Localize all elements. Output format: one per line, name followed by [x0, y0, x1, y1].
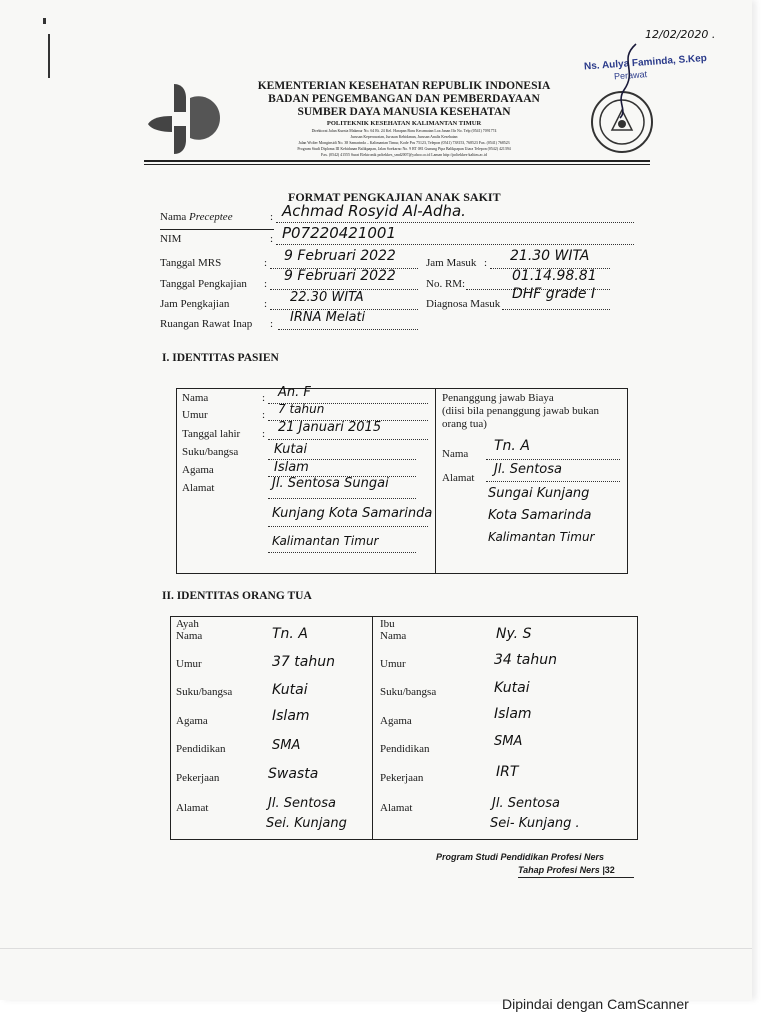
- camscanner-watermark: Dipindai dengan CamScanner: [502, 996, 689, 1012]
- footer-program: Program Studi Pendidikan Profesi Ners: [436, 852, 605, 862]
- kemenkes-logo: [144, 82, 226, 156]
- colon: :: [264, 298, 268, 310]
- letterhead-address-3: Jalan Wolter Monginsidi No. 38 Samarinda – Kalimantan Timur, Kode Pos 75123, Telepon (0541) 738153, 768523 Fax. (0541) 768523: [298, 141, 510, 145]
- parents-box-divider: [372, 616, 373, 840]
- patient-address-line-3: Kalimantan Timur: [272, 534, 379, 548]
- top-date: 12/02/2020 .: [645, 28, 716, 41]
- letterhead-agency: BADAN PENGEMBANGAN DAN PEMBERDAYAAN: [268, 93, 540, 105]
- preceptee-label: Nama Preceptee: [160, 211, 233, 223]
- father-education: SMA: [272, 738, 301, 753]
- father-ethnic-label: Suku/bangsa: [176, 686, 233, 698]
- footer-underline: [518, 877, 634, 878]
- colon: :: [262, 409, 266, 421]
- diagnosa-value: DHF grade I: [512, 286, 596, 302]
- pj-address-line-1: Jl. Sentosa: [494, 462, 562, 477]
- jam-masuk-label: Jam Masuk: [426, 257, 477, 269]
- mother-title: Ibu: [380, 618, 395, 630]
- father-address-label: Alamat: [176, 802, 209, 814]
- margin-mark: [48, 34, 50, 78]
- father-age: 37 tahun: [272, 654, 335, 670]
- father-address-2: Sei. Kunjang: [266, 816, 347, 831]
- letterhead-address-1: Direktorat Jalan Kurnia Makmur No. 64 Rt. 24 Kel. Harapan Baru Kecamatan Loa Janan Ilir No. Telp (0541) 7091774: [311, 129, 497, 133]
- letterhead-address-5: Fax. (0542) 41555 Surat Elektronik poltekkes_smd2007@yahoo.co.id Laman http://poltekkes-kaltim.ac.id: [321, 153, 487, 157]
- father-ethnic: Kutai: [272, 682, 308, 698]
- mother-education-label: Pendidikan: [380, 743, 430, 755]
- letterhead-divider-thin: [144, 164, 650, 165]
- pengkajian-label: Tanggal Pengkajian: [160, 278, 247, 290]
- mother-age-label: Umur: [380, 658, 406, 670]
- father-title: Ayah: [176, 618, 199, 630]
- section-1-heading: I. IDENTITAS PASIEN: [162, 352, 279, 364]
- signature-name: Ns. Aulya Faminda, S.Kep: [583, 52, 708, 73]
- patient-name-value: An. F: [278, 385, 311, 400]
- preceptee-value: Achmad Rosyid Al-Adha.: [282, 202, 466, 220]
- mother-age: 34 tahun: [494, 652, 557, 668]
- pj-title: Penanggung jawab Biaya: [442, 392, 554, 404]
- patient-address-line-2: Kunjang Kota Samarinda: [272, 506, 433, 521]
- colon: :: [264, 278, 268, 290]
- mother-job-label: Pekerjaan: [380, 772, 424, 784]
- colon: :: [264, 257, 268, 269]
- mrs-value: 9 Februari 2022: [284, 248, 396, 264]
- rm-label: No. RM:: [426, 278, 466, 290]
- signature-role: Perawat: [613, 69, 648, 82]
- colon: :: [484, 257, 488, 269]
- rm-value: 01.14.98.81: [512, 268, 597, 284]
- father-address-1: Jl. Sentosa: [268, 796, 336, 811]
- mother-address-2: Sei- Kunjang .: [490, 816, 580, 831]
- pj-name-label: Nama: [442, 448, 469, 460]
- mother-education: SMA: [494, 734, 523, 749]
- patient-ethnic-label: Suku/bangsa: [182, 446, 239, 458]
- mother-religion-label: Agama: [380, 715, 412, 727]
- letterhead-divider: [144, 160, 650, 162]
- pj-note-2: orang tua): [442, 418, 487, 430]
- footer-stage: Tahap Profesi Ners |32: [518, 865, 615, 875]
- patient-dob-value: 21 Januari 2015: [278, 420, 382, 435]
- ruangan-label: Ruangan Rawat Inap: [160, 318, 253, 330]
- patient-address-line-1: Jl. Sentosa Sungai: [272, 476, 389, 491]
- father-job-label: Pekerjaan: [176, 772, 220, 784]
- pengkajian-value: 9 Februari 2022: [284, 268, 396, 284]
- signature-scribble: [608, 40, 648, 120]
- patient-box-divider: [435, 388, 436, 574]
- letterhead-ministry: KEMENTERIAN KESEHATAN REPUBLIK INDONESIA: [257, 80, 551, 92]
- diagnosa-label: Diagnosa Masuk: [426, 298, 501, 310]
- father-age-label: Umur: [176, 658, 202, 670]
- section-2-heading: II. IDENTITAS ORANG TUA: [162, 590, 312, 602]
- mother-address-1: Jl. Sentosa: [492, 796, 560, 811]
- mother-ethnic: Kutai: [494, 680, 530, 696]
- colon: :: [270, 211, 274, 223]
- mother-job: IRT: [496, 764, 519, 780]
- mother-address-label: Alamat: [380, 802, 413, 814]
- ruangan-value: IRNA Melati: [290, 310, 366, 325]
- father-religion-label: Agama: [176, 715, 208, 727]
- patient-age-value: 7 tahun: [278, 402, 325, 416]
- jam-pengkajian-label: Jam Pengkajian: [160, 298, 230, 310]
- mother-name: Ny. S: [496, 626, 532, 642]
- patient-age-label: Umur: [182, 409, 208, 421]
- page-number: 32: [604, 865, 615, 875]
- pj-name-value: Tn. A: [494, 438, 530, 454]
- colon: :: [262, 428, 266, 440]
- patient-address-label: Alamat: [182, 482, 215, 494]
- letterhead-address-2: Jurusan Keperawatan, Jurusan Kebidanan, Jurusan Analis Kesehatan: [350, 135, 458, 139]
- pj-address-line-2: Sungai Kunjang: [488, 486, 590, 501]
- patient-dob-label: Tanggal lahir: [182, 428, 241, 440]
- pj-note-1: (diisi bila penanggung jawab bukan: [442, 405, 600, 417]
- letterhead: [232, 80, 576, 158]
- pj-address-label: Alamat: [442, 472, 475, 484]
- jam-masuk-value: 21.30 WITA: [510, 248, 590, 264]
- patient-religion-value: Islam: [274, 460, 309, 475]
- colon: :: [270, 233, 274, 245]
- mother-name-label: Nama: [380, 630, 407, 642]
- father-name: Tn. A: [272, 626, 308, 642]
- nim-value: P07220421001: [282, 224, 397, 242]
- letterhead-hr: SUMBER DAYA MANUSIA KESEHATAN: [297, 106, 511, 118]
- letterhead-polytechnic: POLITEKNIK KESEHATAN KALIMANTAN TIMUR: [326, 120, 482, 127]
- nim-rule: [160, 229, 274, 230]
- patient-ethnic-value: Kutai: [274, 442, 308, 457]
- patient-name-label: Nama: [182, 392, 209, 404]
- colon: :: [270, 318, 274, 330]
- father-job: Swasta: [268, 766, 319, 782]
- father-name-label: Nama: [176, 630, 203, 642]
- patient-religion-label: Agama: [182, 464, 214, 476]
- pj-address-line-3: Kota Samarinda: [488, 508, 592, 523]
- nim-label: NIM: [160, 233, 182, 245]
- father-education-label: Pendidikan: [176, 743, 226, 755]
- page-bottom-border: [0, 948, 752, 949]
- margin-mark: [43, 18, 46, 24]
- mrs-label: Tanggal MRS: [160, 257, 222, 269]
- mother-religion: Islam: [494, 706, 532, 722]
- pj-address-line-4: Kalimantan Timur: [488, 530, 595, 544]
- form-title: FORMAT PENGKAJIAN ANAK SAKIT: [288, 190, 501, 204]
- jam-pengkajian-value: 22.30 WITA: [290, 290, 364, 305]
- colon: :: [262, 392, 266, 404]
- mother-ethnic-label: Suku/bangsa: [380, 686, 437, 698]
- letterhead-address-4: Program Studi Diploma III Kebidanan Balikpapan, Jalan Soekarno No. 9 RT 081 Gunung Pipa Balikpapan Utara Telepon (0542) 421394: [297, 147, 511, 151]
- father-religion: Islam: [272, 708, 310, 724]
